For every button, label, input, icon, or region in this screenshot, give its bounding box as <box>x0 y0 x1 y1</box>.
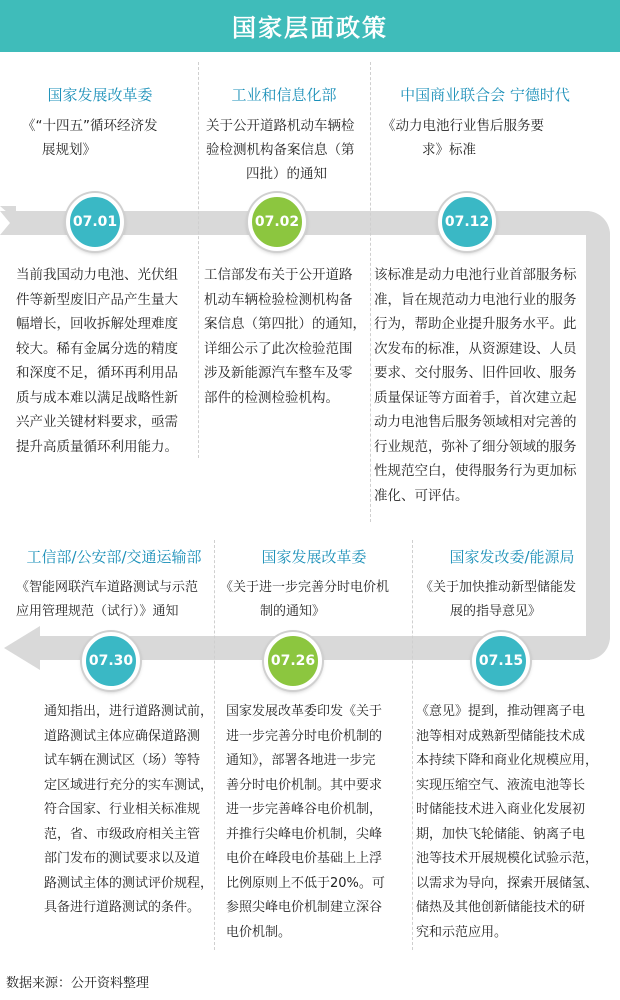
date-badge: 07.02 <box>248 193 306 251</box>
divider <box>198 62 199 458</box>
date-badge: 07.30 <box>82 632 140 690</box>
issuer-label: 国家发改委/能源局 <box>449 548 575 566</box>
issuer-label: 工信部/公安部/交通运输部 <box>26 548 202 566</box>
document-title: 关于公开道路机动车辆检 验检测机构备案信息（第 四批）的通知 <box>206 118 355 182</box>
divider <box>214 540 215 950</box>
document-title: 《关于进一步完善分时电价机 制的通知》 <box>220 580 390 619</box>
date-badge: 07.01 <box>66 193 124 251</box>
document-title: 《智能网联汽车道路测试与示范 应用管理规范（试行）》通知 <box>16 580 199 619</box>
policy-summary: 《意见》提到，推动锂离子电 池等相对成熟新型储能技术成 本持续下降和商业化规模应用， 实现压缩空气、液流电池等长 时储能技术进入商业化发展初 期，加快飞轮储能、钠离子电 池等技术开展规模化试验示范， 以需求为导向，探索开展储氢、 储热及其他创新储能技术的研 究和示范应用。 <box>416 704 599 940</box>
issuer-label: 中国商业联合会 宁德时代 <box>400 86 570 104</box>
track-upper-tail <box>0 211 18 235</box>
policy-summary: 当前我国动力电池、光伏组 件等新型废旧产品产生量大 幅增长，回收拆解处理难度 较大。稀有金属分选的精度 和深度不足，循环再利用品 质与成本难以满足战略性新 兴产业关键材料要求，亟需 提升高质量循环利用能力。 <box>16 267 178 455</box>
policy-summary: 该标准是动力电池行业首部服务标 准，旨在规范动力电池行业的服务 行为，帮助企业提升服务水平。此 次发布的标准，从资源建设、人员 要求、交付服务、旧件回收、服务 质量保证等方面着手，首次建立起 动力电池售后服务领域相对完善的 行业规范，弥补了细分领域的服务 性规范空白，使得服务行为更加标 准化、可评估。 <box>374 267 577 504</box>
document-title: 《动力电池行业售后服务要 求》标准 <box>382 118 544 158</box>
track-arrowhead <box>4 626 40 670</box>
policy-summary: 通知指出，进行道路测试前， 道路测试主体应确保道路测 试车辆在测试区（场）等特 定区域进行充分的实车测试， 符合国家、行业相关标准规 范，省、市级政府相关主管 部门发布的测试要求以及道 路测试主体的测试评价规程， 具备进行道路测试的条件。 <box>44 704 214 915</box>
date-badge: 07.12 <box>438 193 496 251</box>
issuer-label: 国家发展改革委 <box>47 86 153 104</box>
policy-summary: 工信部发布关于公开道路 机动车辆检验检测机构备 案信息（第四批）的通知， 详细公示了此次检验范围 涉及新能源汽车整车及零 部件的检测检验机构。 <box>204 267 366 406</box>
document-title: 《关于加快推动新型储能发 展的指导意见》 <box>420 580 577 619</box>
data-source-note: 数据来源：公开资料整理 <box>6 976 150 991</box>
divider <box>412 540 413 950</box>
issuer-label: 工业和信息化部 <box>231 86 337 104</box>
date-badge: 07.15 <box>472 632 530 690</box>
divider <box>370 62 371 522</box>
issuer-label: 国家发展改革委 <box>261 548 367 566</box>
page-title: 国家层面政策 <box>232 14 388 42</box>
date-badge: 07.26 <box>264 632 322 690</box>
document-title: 《“十四五”循环经济发 展规划》 <box>22 118 158 158</box>
policy-summary: 国家发展改革委印发《关于 进一步完善分时电价机制的 通知》，部署各地进一步完 善分时电价机制。其中要求 进一步完善峰谷电价机制， 并推行尖峰电价机制，尖峰 电价在峰段电价基础上上浮 比例原则上不低于20%。可 参照尖峰电价机制建立深谷 电价机制。 <box>226 704 385 940</box>
